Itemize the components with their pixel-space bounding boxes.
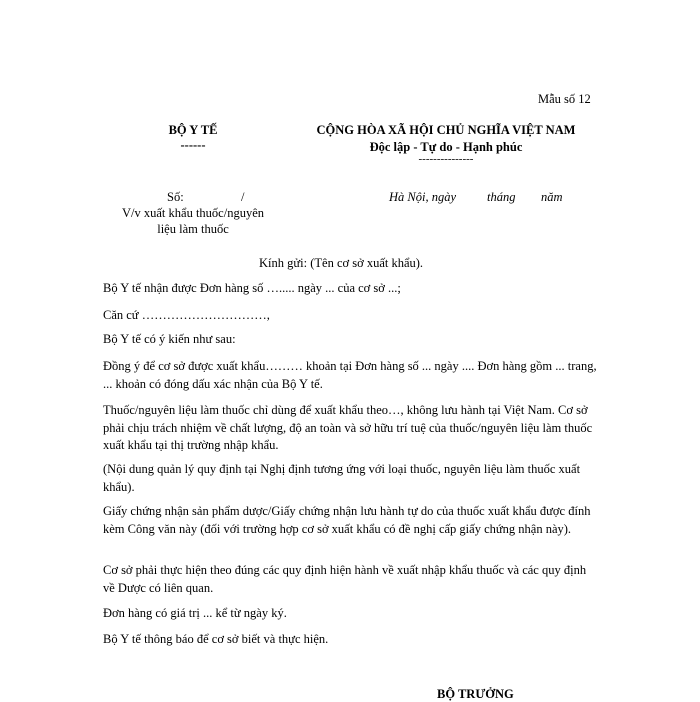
document-number-slash: / bbox=[241, 190, 245, 204]
paragraph-compliance: Cơ sở phải thực hiện theo đúng các quy định hiện hành về xuất nhập khẩu thuốc và các quy định về Dược có liên quan. bbox=[103, 563, 587, 595]
date-year: năm bbox=[541, 190, 563, 204]
motto-rule: --------------- bbox=[418, 153, 474, 165]
date-place-day: Hà Nội, ngày bbox=[389, 190, 457, 204]
document-number-label: Số: bbox=[167, 190, 184, 204]
paragraph-export-only: Thuốc/nguyên liệu làm thuốc chỉ dùng để xuất khẩu theo…, không lưu hành tại Việt Nam. Cơ sở phải chịu trách nhiệm về chất lượng, độ an toàn và sở hữu trí tuệ của thuốc/nguyên liệu làm thuốc xuất khẩu tại thị trường nhập khẩu. bbox=[103, 403, 593, 452]
paragraph-received-order: Bộ Y tế nhận được Đơn hàng số …..... ngày ... của cơ sở ...; bbox=[103, 281, 401, 295]
paragraph-notice: Bộ Y tế thông báo để cơ sở biết và thực hiện. bbox=[103, 632, 329, 646]
paragraph-opinion: Bộ Y tế có ý kiến như sau: bbox=[103, 332, 236, 346]
nation-title: CỘNG HÒA XÃ HỘI CHỦ NGHĨA VIỆT NAM bbox=[316, 123, 576, 137]
subject-line-2: liệu làm thuốc bbox=[157, 222, 229, 236]
paragraph-validity: Đơn hàng có giá trị ... kể từ ngày ký. bbox=[103, 606, 287, 620]
paragraph-management-note: (Nội dung quản lý quy định tại Nghị định tương ứng với loại thuốc, nguyên liệu làm thuốc xuất khẩu). bbox=[103, 462, 581, 494]
paragraph-approval: Đồng ý để cơ sở được xuất khẩu……… khoản tại Đơn hàng số ... ngày .... Đơn hàng gồm ... trang, ... khoản có đóng dấu xác nhận của Bộ Y tế. bbox=[103, 359, 597, 391]
nation-motto: Độc lập - Tự do - Hạnh phúc bbox=[369, 140, 523, 154]
form-label: Mẫu số 12 bbox=[538, 92, 591, 106]
greeting: Kính gửi: (Tên cơ sở xuất khẩu). bbox=[259, 256, 424, 270]
date-month: tháng bbox=[487, 190, 516, 204]
paragraph-legal-basis: Căn cứ …………………………, bbox=[103, 308, 270, 322]
agency-rule: ------ bbox=[180, 138, 206, 152]
signature-title: BỘ TRƯỞNG bbox=[437, 687, 514, 701]
subject-line-1: V/v xuất khẩu thuốc/nguyên bbox=[122, 206, 264, 220]
agency-name: BỘ Y TẾ bbox=[168, 123, 218, 137]
paragraph-certificate: Giấy chứng nhận sản phẩm dược/Giấy chứng nhận lưu hành tự do của thuốc xuất khẩu được đính kèm Công văn này (đối với trường hợp cơ sở xuất khẩu có đề nghị cấp giấy chứng nhận này). bbox=[103, 504, 591, 536]
